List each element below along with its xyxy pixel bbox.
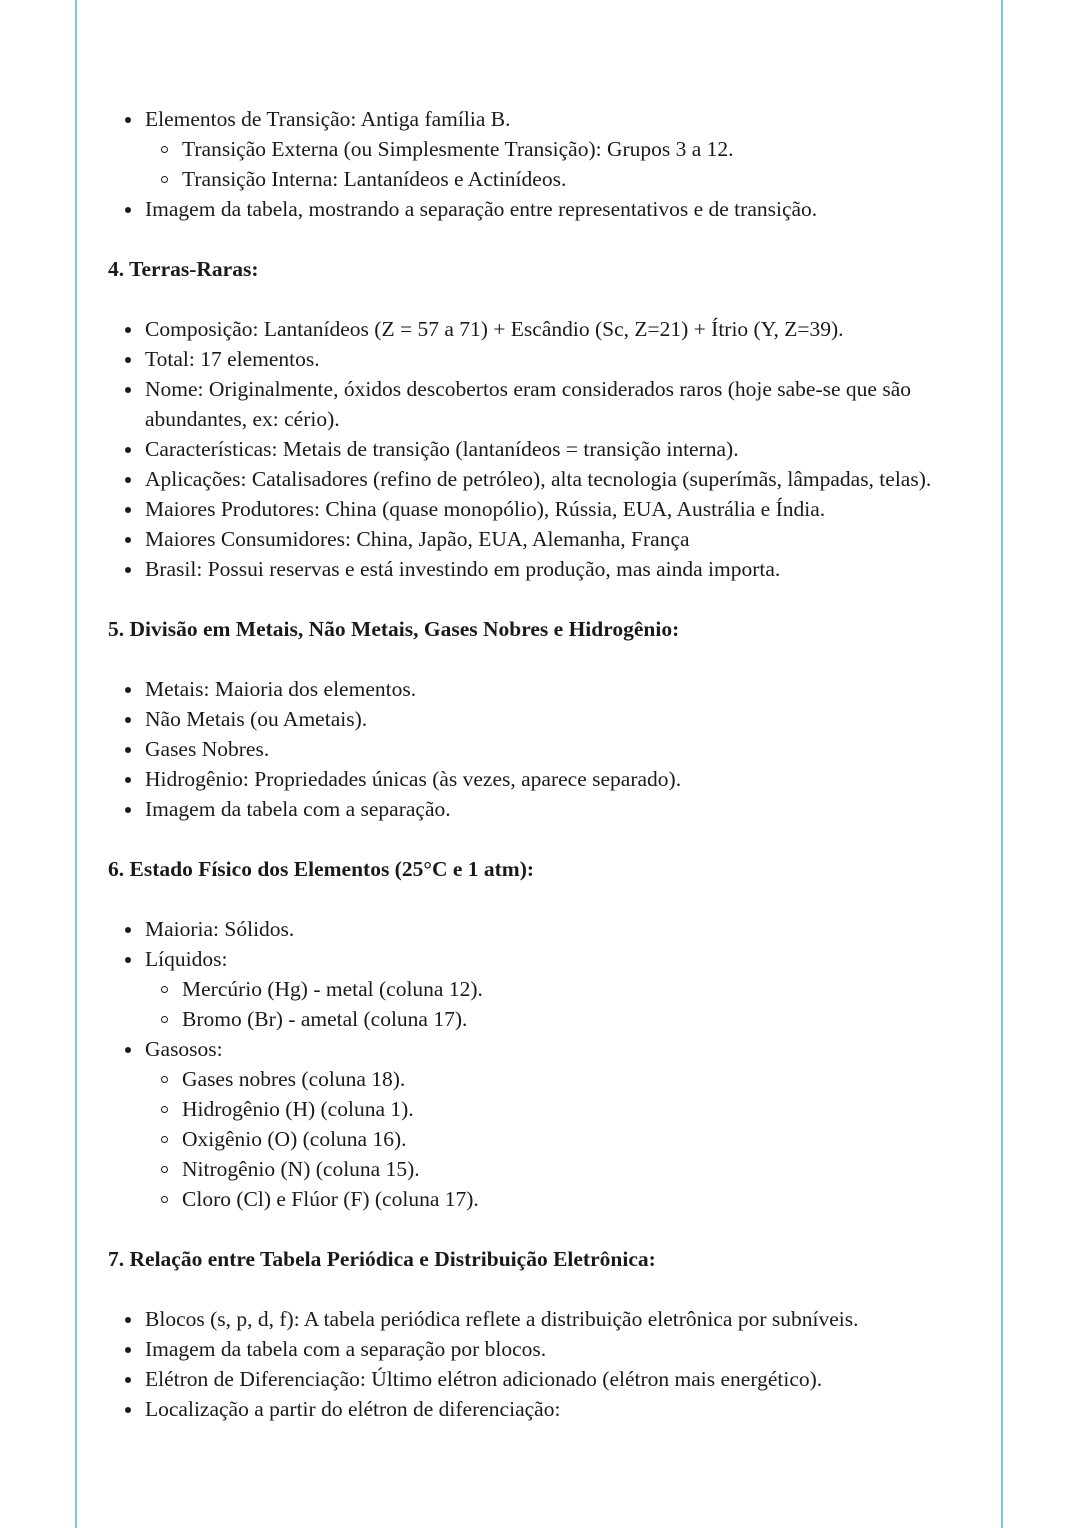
list-item: Composição: Lantanídeos (Z = 57 a 71) + Escândio (Sc, Z=21) + Ítrio (Y, Z=39). bbox=[108, 314, 978, 344]
list-item: Metais: Maioria dos elementos. bbox=[108, 674, 978, 704]
section-divisao-metais bbox=[108, 614, 978, 824]
section-estado-fisico bbox=[108, 854, 978, 1214]
list-item: Imagem da tabela, mostrando a separação entre representativos e de transição. bbox=[108, 194, 978, 224]
sub-list-item: Mercúrio (Hg) - metal (coluna 12). bbox=[145, 974, 978, 1004]
list-item: Não Metais (ou Ametais). bbox=[108, 704, 978, 734]
list-item: Localização a partir do elétron de diferenciação: bbox=[108, 1394, 978, 1424]
sub-list-item: Bromo (Br) - ametal (coluna 17). bbox=[145, 1004, 978, 1034]
list-item: Brasil: Possui reservas e está investindo em produção, mas ainda importa. bbox=[108, 554, 978, 584]
sub-list-item: Transição Interna: Lantanídeos e Actinídeos. bbox=[145, 164, 978, 194]
list-item-text: Elementos de Transição: Antiga família B. bbox=[145, 107, 511, 131]
sub-list-item: Hidrogênio (H) (coluna 1). bbox=[145, 1094, 978, 1124]
sub-list-item: Oxigênio (O) (coluna 16). bbox=[145, 1124, 978, 1154]
section-list bbox=[108, 674, 978, 824]
section-heading: 5. Divisão em Metais, Não Metais, Gases Nobres e Hidrogênio: bbox=[108, 617, 680, 641]
section-heading: 7. Relação entre Tabela Periódica e Distribuição Eletrônica: bbox=[108, 1247, 656, 1271]
section-distribuicao-eletronica bbox=[108, 1244, 978, 1424]
sub-list bbox=[145, 134, 978, 194]
sub-list bbox=[145, 1064, 978, 1214]
sub-list bbox=[145, 974, 978, 1034]
list-item: Maiores Consumidores: China, Japão, EUA, Alemanha, França bbox=[108, 524, 978, 554]
list-item bbox=[108, 944, 978, 1034]
list-item: Características: Metais de transição (lantanídeos = transição interna). bbox=[108, 434, 978, 464]
list-item: Maiores Produtores: China (quase monopólio), Rússia, EUA, Austrália e Índia. bbox=[108, 494, 978, 524]
section-heading: 4. Terras-Raras: bbox=[108, 257, 259, 281]
document-content bbox=[108, 104, 978, 1424]
list-item: Blocos (s, p, d, f): A tabela periódica reflete a distribuição eletrônica por subníveis. bbox=[108, 1304, 978, 1334]
list-item: Total: 17 elementos. bbox=[108, 344, 978, 374]
list-item: Imagem da tabela com a separação. bbox=[108, 794, 978, 824]
section-heading: 6. Estado Físico dos Elementos (25°C e 1 atm): bbox=[108, 857, 535, 881]
sub-list-item: Nitrogênio (N) (coluna 15). bbox=[145, 1154, 978, 1184]
list-item: Gases Nobres. bbox=[108, 734, 978, 764]
list-item: Nome: Originalmente, óxidos descobertos eram considerados raros (hoje sabe-se que são abundantes, ex: cério). bbox=[108, 374, 978, 434]
sub-list-item: Transição Externa (ou Simplesmente Transição): Grupos 3 a 12. bbox=[145, 134, 978, 164]
list-item: Hidrogênio: Propriedades únicas (às vezes, aparece separado). bbox=[108, 764, 978, 794]
list-item: Maioria: Sólidos. bbox=[108, 914, 978, 944]
section-list bbox=[108, 914, 978, 1214]
section-terras-raras bbox=[108, 254, 978, 584]
list-item-text: Gasosos: bbox=[145, 1037, 223, 1061]
list-item: Imagem da tabela com a separação por blocos. bbox=[108, 1334, 978, 1364]
list-item: Aplicações: Catalisadores (refino de petróleo), alta tecnologia (superímãs, lâmpadas, telas). bbox=[108, 464, 978, 494]
sub-list-item: Cloro (Cl) e Flúor (F) (coluna 17). bbox=[145, 1184, 978, 1214]
section-list bbox=[108, 314, 978, 584]
list-item bbox=[108, 104, 978, 194]
section-list bbox=[108, 1304, 978, 1424]
list-item: Elétron de Diferenciação: Último elétron adicionado (elétron mais energético). bbox=[108, 1364, 978, 1394]
intro-list bbox=[108, 104, 978, 224]
list-item bbox=[108, 1034, 978, 1214]
list-item-text: Líquidos: bbox=[145, 947, 228, 971]
sub-list-item: Gases nobres (coluna 18). bbox=[145, 1064, 978, 1094]
